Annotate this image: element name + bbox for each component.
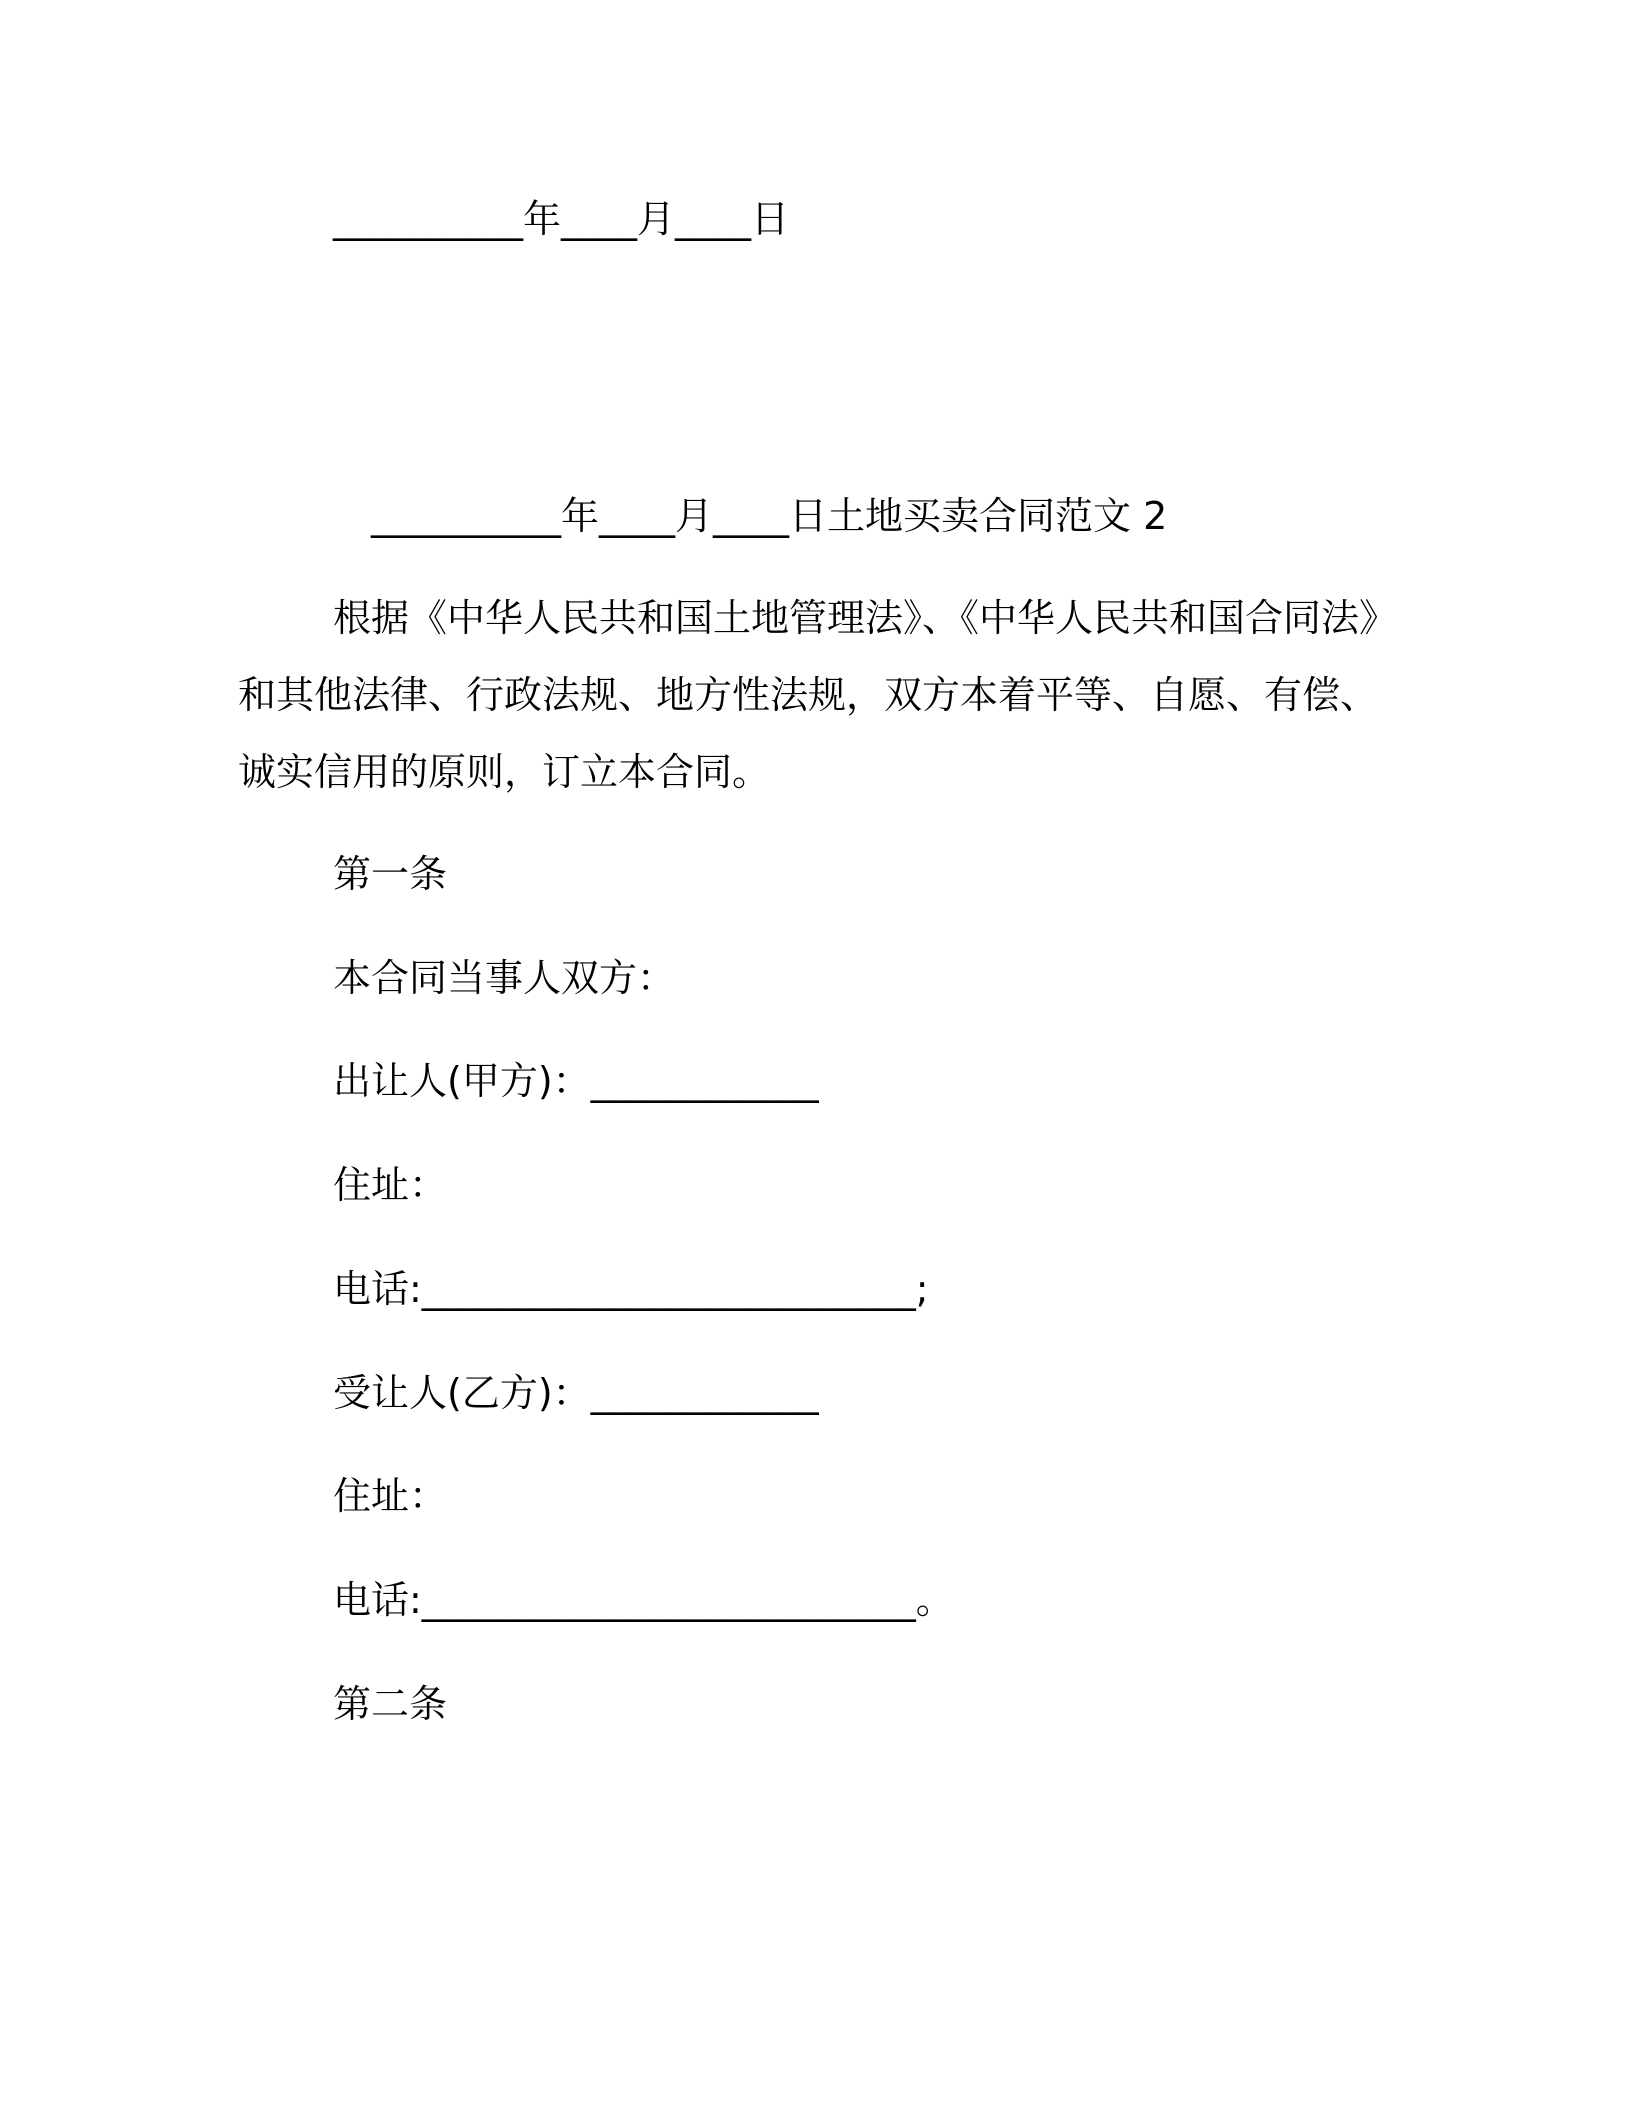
transferor-phone-field: 电话:__________________________; [333, 1267, 929, 1311]
article-1-title: 第一条 [333, 852, 448, 896]
intro-paragraph: 根据《中华人民共和国土地管理法》、《中华人民共和国合同法》和其他法律、行政法规、地方性法规，双方本着平等、自愿、有偿、诚实信用的原则，订立本合同。 [238, 596, 1398, 794]
parties-intro: 本合同当事人双方： [333, 956, 676, 1000]
transferor-field: 出让人(甲方)：____________ [333, 1059, 819, 1103]
date-line: __________年____月____日 [333, 197, 790, 241]
transferor-address-field: 住址： [333, 1163, 448, 1207]
transferee-address-field: 住址： [333, 1474, 448, 1518]
document-heading: __________年____月____日土地买卖合同范文 2 [371, 494, 1168, 538]
transferee-phone-field: 电话:__________________________。 [333, 1578, 954, 1622]
article-2-title: 第二条 [333, 1682, 448, 1726]
transferee-field: 受让人(乙方)：____________ [333, 1371, 819, 1415]
